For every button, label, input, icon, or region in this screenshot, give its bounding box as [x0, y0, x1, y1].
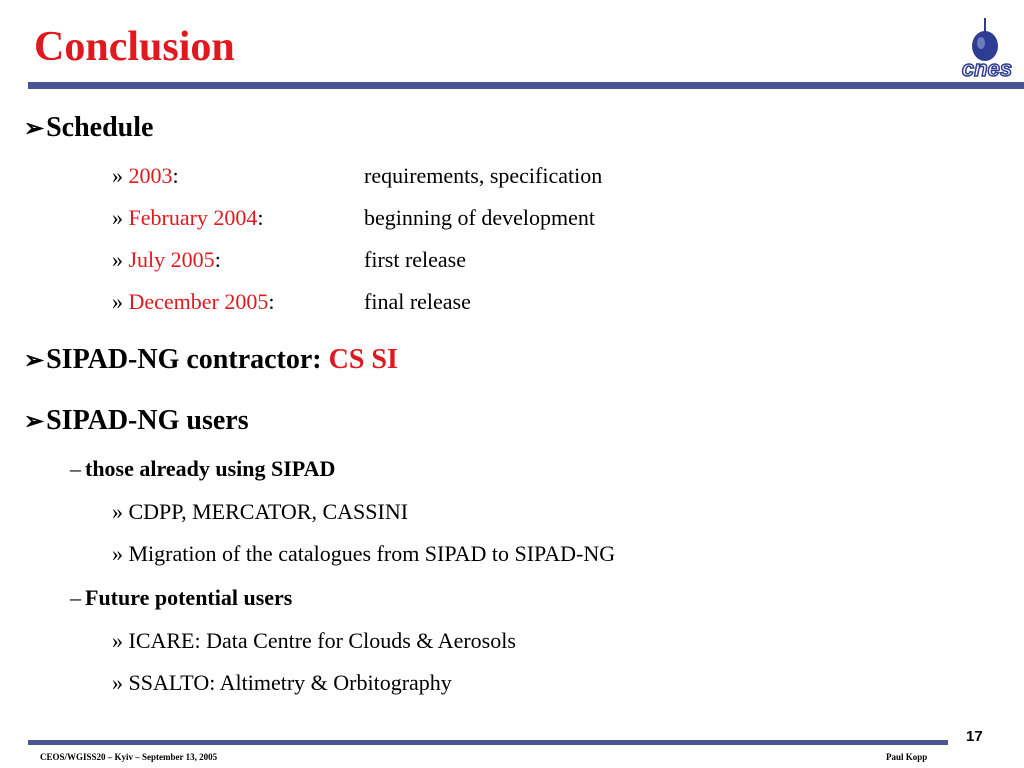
schedule-desc: final release — [364, 289, 471, 314]
contractor-value: CS SI — [328, 344, 398, 375]
slide-title: Conclusion — [34, 24, 235, 70]
list-item: » Migration of the catalogues from SIPAD to SIPAD-NG — [112, 541, 616, 566]
schedule-item: » 2003: requirements, specification — [112, 163, 603, 188]
schedule-date: 2003 — [128, 163, 173, 188]
users-group-label: – Future potential users — [70, 585, 293, 610]
title-divider — [28, 82, 1024, 89]
cnes-logo — [952, 16, 1022, 80]
users-group-text: Future potential users — [85, 585, 293, 610]
contractor-label: SIPAD-NG contractor: — [46, 344, 322, 375]
schedule-date: July 2005 — [128, 247, 215, 272]
list-item: » ICARE: Data Centre for Clouds & Aerosols — [112, 628, 516, 653]
contractor-line — [24, 344, 398, 376]
list-item: » SSALTO: Altimetry & Orbitography — [112, 670, 452, 695]
schedule-heading — [24, 112, 153, 144]
footer-author: Paul Kopp — [886, 752, 928, 762]
footer-event: CEOS/WGISS20 – Kyiv – September 13, 2005 — [40, 752, 218, 762]
schedule-desc: requirements, specification — [364, 163, 603, 188]
users-group-label: – those already using SIPAD — [70, 456, 336, 481]
schedule-desc: beginning of development — [364, 205, 595, 230]
arrow-bullet-icon: ➢ — [24, 116, 45, 142]
list-item-text: ICARE: Data Centre for Clouds & Aerosols — [128, 628, 516, 653]
schedule-heading-text: Schedule — [46, 112, 154, 143]
logo-text: cnes — [961, 56, 1013, 80]
list-item-text: Migration of the catalogues from SIPAD to SIPAD-NG — [128, 541, 616, 566]
users-heading — [24, 405, 249, 437]
schedule-item: » July 2005: first release — [112, 247, 466, 272]
users-heading-text: SIPAD-NG users — [46, 405, 249, 436]
list-item: » CDPP, MERCATOR, CASSINI — [112, 499, 409, 524]
arrow-bullet-icon: ➢ — [24, 409, 45, 435]
schedule-item: » December 2005: final release — [112, 289, 471, 314]
users-group-text: those already using SIPAD — [85, 456, 336, 481]
footer-divider — [28, 740, 948, 745]
list-item-text: CDPP, MERCATOR, CASSINI — [128, 499, 409, 524]
arrow-bullet-icon: ➢ — [24, 348, 45, 374]
schedule-date: February 2004 — [128, 205, 258, 230]
schedule-desc: first release — [364, 247, 466, 272]
list-item-text: SSALTO: Altimetry & Orbitography — [128, 670, 452, 695]
schedule-item: » February 2004: beginning of development — [112, 205, 595, 230]
page-number: 17 — [966, 728, 983, 745]
schedule-date: December 2005 — [128, 289, 269, 314]
